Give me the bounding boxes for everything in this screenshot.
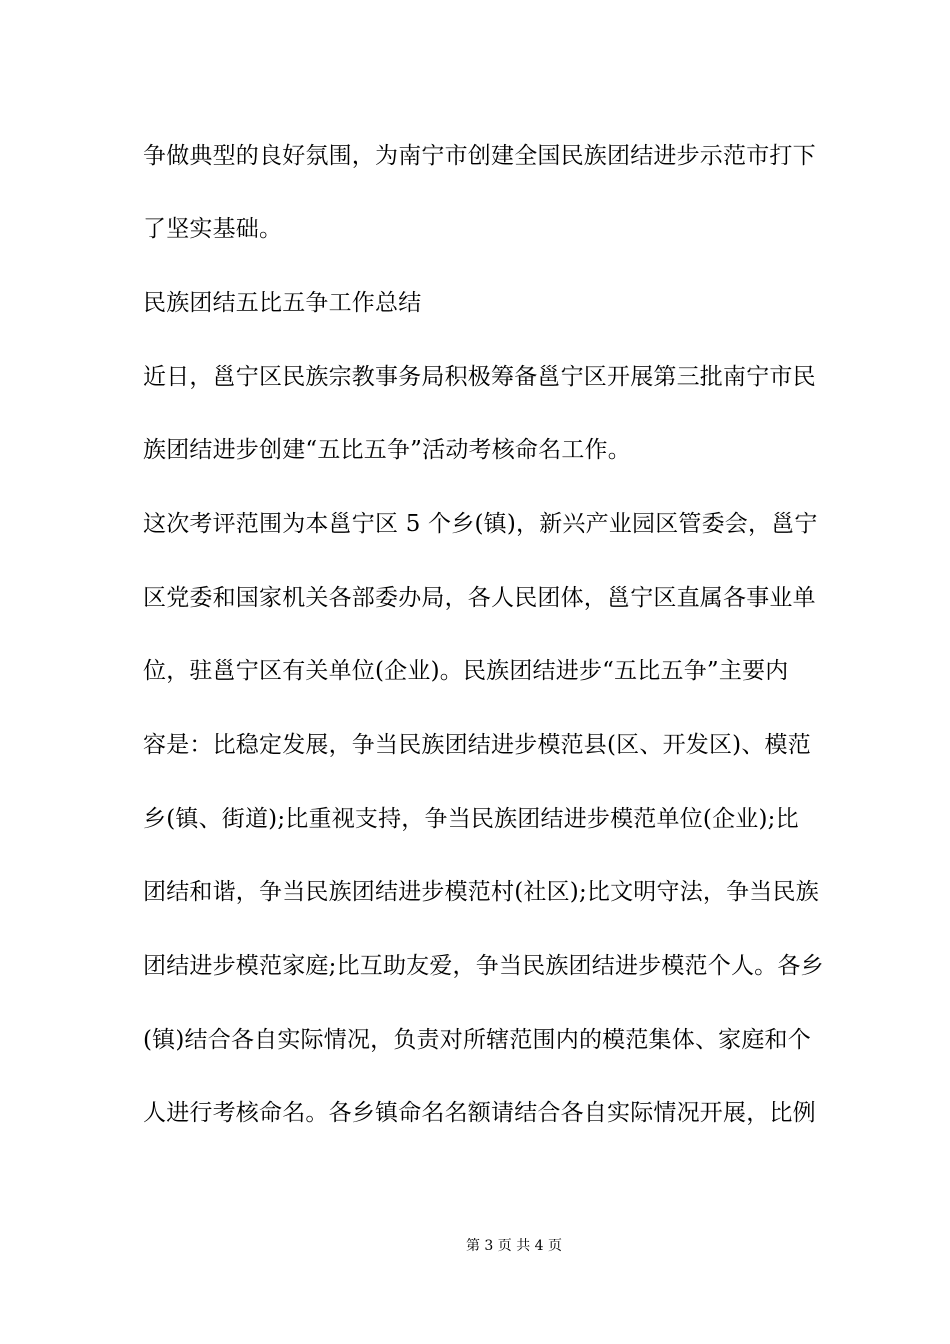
text-line: 区党委和国家机关各部委办局，各人民团体，邕宁区直属各事业单 — [143, 585, 816, 611]
text-line: 争做典型的良好氛围，为南宁市创建全国民族团结进步示范市打下 — [143, 143, 816, 169]
text-line: 人进行考核命名。各乡镇命名名额请结合各自实际情况开展，比例 — [143, 1100, 816, 1126]
text-line: (镇)结合各自实际情况，负责对所辖范围内的模范集体、家庭和个 — [143, 1027, 811, 1053]
text-line: 团结进步模范家庭;比互助友爱，争当民族团结进步模范个人。各乡 — [143, 953, 824, 979]
text-line: 近日，邕宁区民族宗教事务局积极筹备邕宁区开展第三批南宁市民 — [143, 364, 816, 390]
page-number-footer: 第 3 页 共 4 页 — [465, 1238, 563, 1254]
text-line: 族团结进步创建“五比五争”活动考核命名工作。 — [143, 437, 631, 463]
text-line: 了坚实基础。 — [143, 216, 283, 242]
text-line: 位，驻邕宁区有关单位(企业)。民族团结进步“五比五争”主要内 — [143, 658, 789, 684]
text-line: 团结和谐，争当民族团结进步模范村(社区);比文明守法，争当民族 — [143, 879, 819, 905]
section-heading: 民族团结五比五争工作总结 — [143, 290, 422, 316]
text-line: 乡(镇、街道);比重视支持，争当民族团结进步模范单位(企业);比 — [143, 806, 799, 832]
text-line: 容是：比稳定发展，争当民族团结进步模范县(区、开发区)、模范 — [143, 732, 811, 758]
text-line: 这次考评范围为本邕宁区 5 个乡(镇)，新兴产业园区管委会，邕宁 — [143, 511, 818, 537]
